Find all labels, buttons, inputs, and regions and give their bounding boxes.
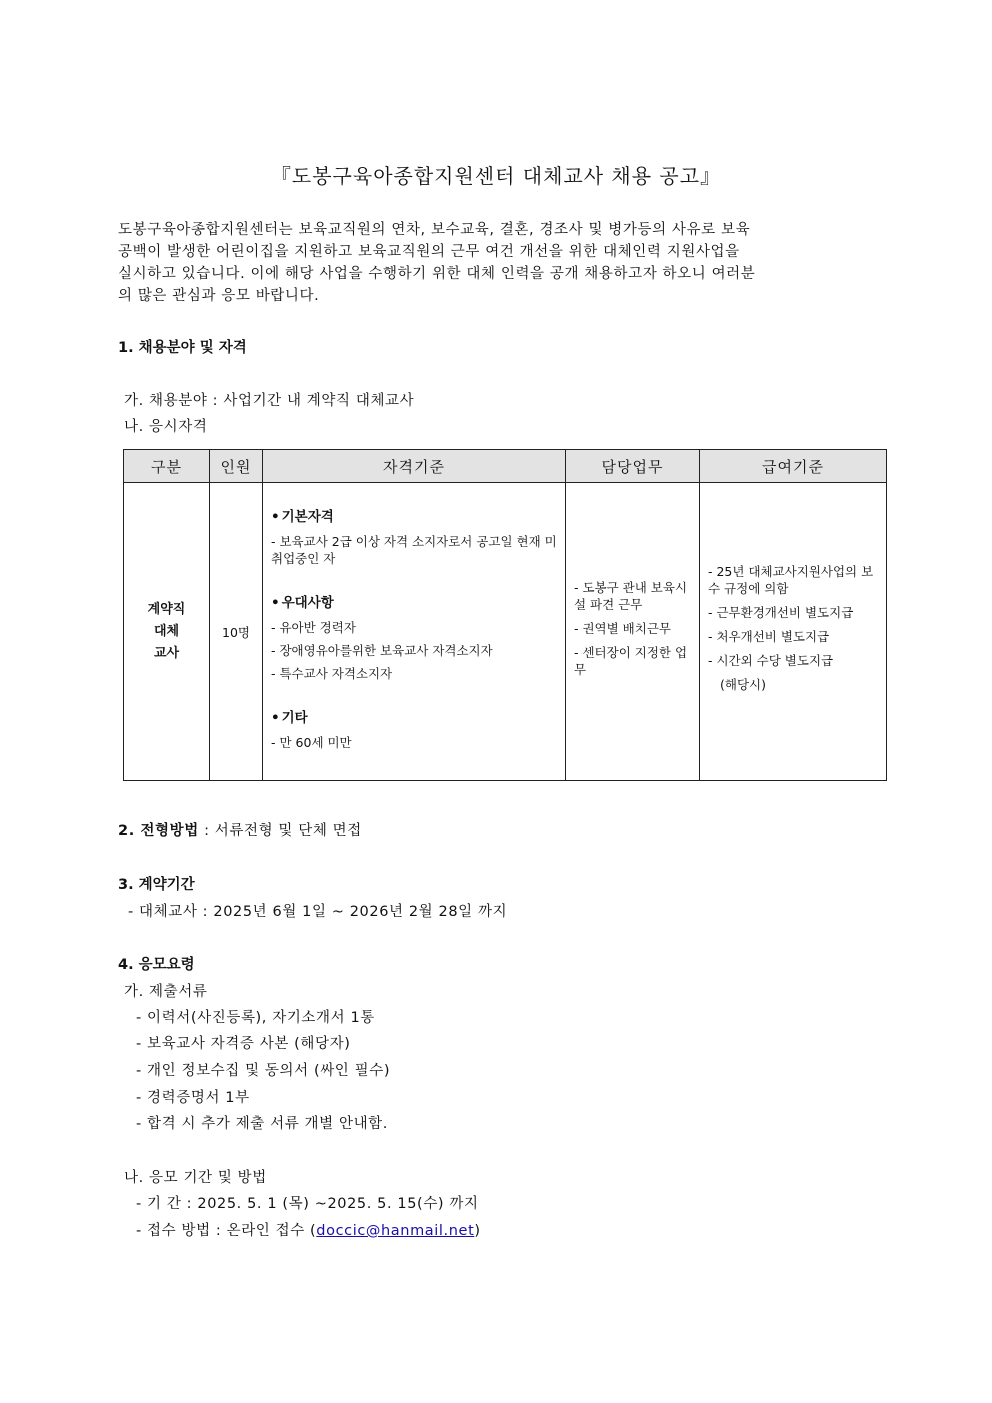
duty-item: - 권역별 배치근무 bbox=[574, 620, 671, 636]
qual-item: - 유아반 경력자 bbox=[271, 620, 356, 635]
duty-item: - 도봉구 관내 보육시설 파견 근무 bbox=[574, 579, 688, 612]
application-period: - 기 간 : 2025. 5. 1 (목) ~2025. 5. 15(수) 까지 bbox=[136, 1196, 479, 1212]
header-count: 인원 bbox=[210, 450, 263, 483]
page-title: 『도봉구육아종합지원센터 대체교사 채용 공고』 bbox=[270, 164, 722, 188]
pay-item: - 근무환경개선비 별도지급 bbox=[708, 605, 854, 620]
header-qualification: 자격기준 bbox=[263, 450, 566, 483]
recruit-field: 가. 채용분야 : 사업기간 내 계약직 대체교사 bbox=[124, 393, 415, 409]
qualification-cell bbox=[263, 483, 566, 781]
section2-heading: 2. 전형방법 bbox=[118, 823, 199, 839]
pref-title bbox=[271, 591, 557, 611]
eligibility-label: 나. 응시자격 bbox=[124, 419, 208, 435]
method-suffix: ) bbox=[474, 1223, 481, 1239]
qual-item: - 특수교사 자격소지자 bbox=[271, 666, 393, 681]
intro-line: 공백이 발생한 어린이집을 지원하고 보육교직원의 근무 여건 개선을 위한 대체인력 지원사업을 bbox=[118, 244, 740, 260]
category-line: 교사 bbox=[153, 645, 180, 661]
intro-paragraph bbox=[118, 219, 874, 307]
documents-title: 가. 제출서류 bbox=[124, 984, 208, 1000]
qual-item: - 장애영유아를위한 보육교사 자격소지자 bbox=[271, 643, 493, 658]
intro-line: 의 많은 관심과 응모 바랍니다. bbox=[118, 288, 320, 304]
document-item: - 이력서(사진등록), 자기소개서 1통 bbox=[136, 1010, 375, 1026]
bullet-icon: • bbox=[271, 710, 280, 726]
section4-heading: 4. 응모요령 bbox=[118, 957, 195, 973]
email-link[interactable]: doccic@hanmail.net bbox=[316, 1223, 475, 1239]
section2 bbox=[118, 819, 362, 840]
header-pay: 급여기준 bbox=[700, 450, 887, 483]
header-category: 구분 bbox=[124, 450, 210, 483]
pay-item: - 25년 대체교사지원사업의 보수 규정에 의함 bbox=[708, 564, 874, 596]
qual-item: - 만 60세 미만 bbox=[271, 735, 352, 750]
duty-item: - 센터장이 지정한 업무 bbox=[574, 644, 688, 677]
basic-qual-title bbox=[271, 505, 557, 525]
category-line: 대체 bbox=[153, 623, 180, 639]
intro-line: 실시하고 있습니다. 이에 해당 사업을 수행하기 위한 대체 인력을 공개 채용하고자 하오니 여러분 bbox=[118, 266, 756, 282]
bullet-icon: • bbox=[271, 595, 280, 611]
basic-qual-label: 기본자격 bbox=[281, 509, 334, 525]
category-line: 계약직 bbox=[147, 601, 186, 617]
pay-item: (해당시) bbox=[720, 677, 766, 692]
bullet-icon: • bbox=[271, 509, 280, 525]
document-item: - 개인 정보수집 및 동의서 (싸인 필수) bbox=[136, 1063, 391, 1079]
pay-cell bbox=[700, 483, 887, 781]
pay-item: - 시간외 수당 별도지급 bbox=[708, 653, 834, 668]
contract-period: - 대체교사 : 2025년 6월 1일 ~ 2026년 2월 28일 까지 bbox=[128, 904, 508, 920]
etc-label: 기타 bbox=[281, 710, 308, 726]
section2-text: : 서류전형 및 단체 면접 bbox=[198, 823, 362, 839]
section1-heading: 1. 채용분야 및 자격 bbox=[118, 340, 247, 356]
category-cell bbox=[124, 483, 210, 781]
method-prefix: - 접수 방법 : 온라인 접수 ( bbox=[136, 1223, 317, 1239]
document-item: - 경력증명서 1부 bbox=[136, 1090, 250, 1106]
application-title: 나. 응모 기간 및 방법 bbox=[124, 1170, 267, 1186]
count-cell: 10명 bbox=[210, 483, 263, 781]
document-item: - 보육교사 자격증 사본 (해당자) bbox=[136, 1036, 351, 1052]
table-row bbox=[124, 483, 887, 781]
requirements-table bbox=[123, 449, 887, 781]
section3-heading: 3. 계약기간 bbox=[118, 877, 195, 893]
header-duty: 담당업무 bbox=[566, 450, 700, 483]
document-item: - 합격 시 추가 제출 서류 개별 안내함. bbox=[136, 1116, 389, 1132]
table-header-row bbox=[124, 450, 887, 483]
etc-title bbox=[271, 706, 557, 726]
pay-item: - 처우개선비 별도지급 bbox=[708, 629, 830, 644]
duty-cell bbox=[566, 483, 700, 781]
pref-label: 우대사항 bbox=[281, 595, 334, 611]
intro-line: 도봉구육아종합지원센터는 보육교직원의 연차, 보수교육, 결혼, 경조사 및 병가등의 사유로 보육 bbox=[118, 222, 751, 238]
application-method bbox=[136, 1219, 481, 1240]
qual-item: - 보육교사 2급 이상 자격 소지자로서 공고일 현재 미취업중인 자 bbox=[271, 534, 557, 566]
